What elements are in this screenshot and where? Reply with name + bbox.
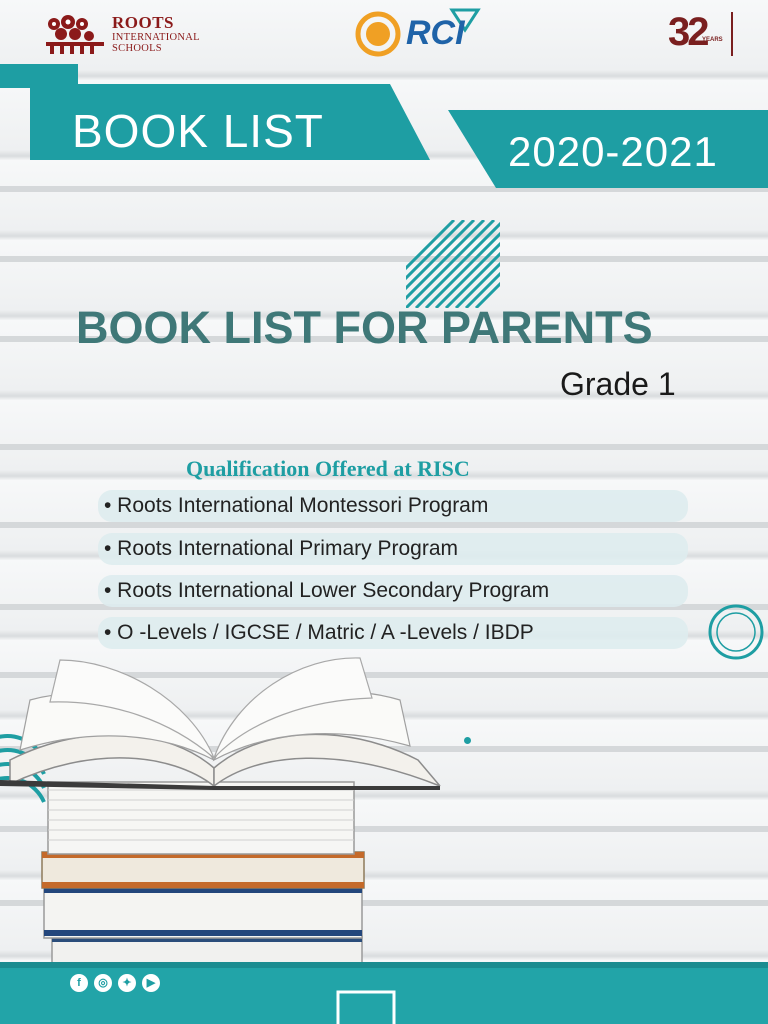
dot-decoration [464,737,471,744]
program-item-o-levels: • O -Levels / IGCSE / Matric / A -Levels / IBDP [98,617,688,649]
ring-decoration [704,600,768,664]
twitter-icon[interactable]: ✦ [118,974,136,992]
banner-year: 2020-2021 [508,128,718,175]
rci-wordmark: RCI [406,14,465,52]
banner-title: BOOK LIST [72,105,324,157]
program-item-primary: • Roots International Primary Program [98,533,688,565]
book-list-banner [30,84,430,160]
wood-plank-seam [0,444,768,450]
anniversary-side-rule [728,12,736,56]
corner-frame-decoration [336,990,396,1024]
page-title: BOOK LIST FOR PARENTS [76,302,653,353]
anniversary-label: YEARS [702,37,723,43]
roots-wordmark [112,14,200,54]
qualification-heading: Qualification Offered at RISC [186,456,470,481]
roots-wordmark-line3: SCHOOLS [112,43,162,54]
instagram-icon[interactable]: ◎ [94,974,112,992]
anniversary-number: 32 [668,10,707,54]
youtube-icon[interactable]: ▶ [142,974,160,992]
striped-decoration [406,220,500,308]
roots-wordmark-line1: ROOTS [112,13,175,32]
program-item-montessori: • Roots International Montessori Program [98,490,688,522]
wood-plank-seam [0,522,768,528]
year-banner [448,110,768,188]
facebook-icon[interactable]: f [70,974,88,992]
wood-plank-seam [0,256,768,262]
rci-logo [352,4,482,60]
roots-emblem-icon [44,14,106,54]
grade-label: Grade 1 [560,366,676,402]
anniversary-logo [668,10,738,58]
roots-wordmark-line2: INTERNATIONAL [112,32,200,43]
roots-international-logo [44,12,214,56]
program-item-lower-secondary: • Roots International Lower Secondary Program [98,575,688,607]
social-links [40,968,190,1000]
